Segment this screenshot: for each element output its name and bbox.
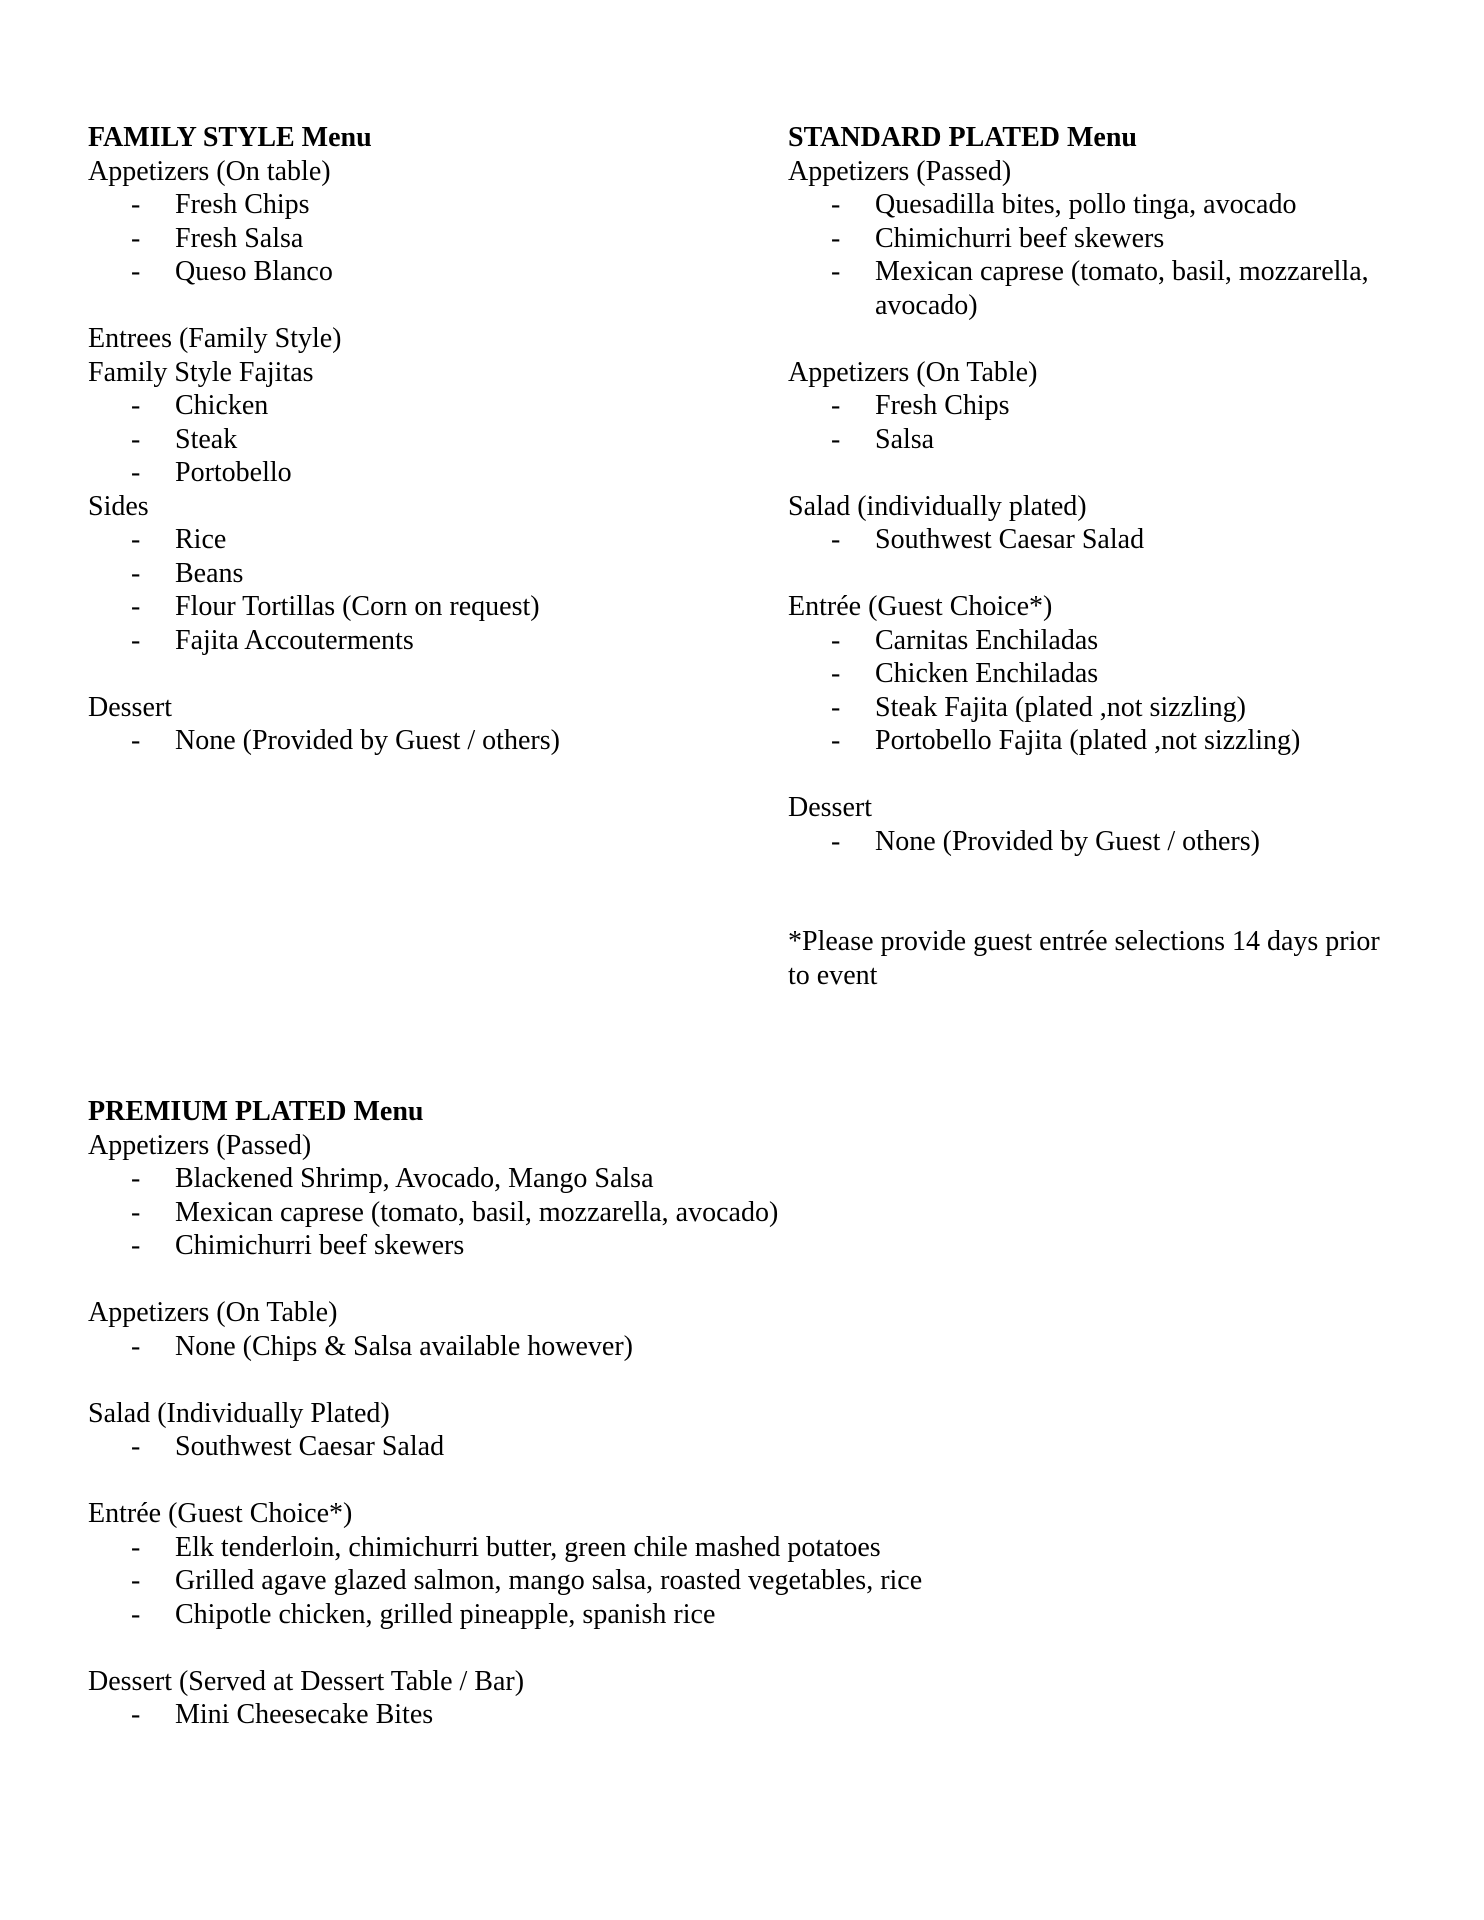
bullet-dash: - (131, 390, 141, 421)
bullet-dash: - (831, 256, 841, 287)
list-item-text: None (Chips & Salsa available however) (175, 1330, 633, 1362)
bullet-dash: - (831, 658, 841, 689)
premium-plated-menu (88, 1095, 1188, 1732)
list-item-text: Southwest Caesar Salad (875, 524, 1145, 555)
section-heading: Sides (88, 490, 149, 522)
appetizers-passed-list (788, 188, 1408, 322)
list-item (788, 423, 1408, 457)
bullet-dash: - (831, 691, 841, 723)
list-item-text: None (Provided by Guest / others) (175, 725, 560, 756)
list-item (88, 590, 728, 624)
section-heading: Entrees (Family Style) (88, 323, 342, 354)
list-item-text: Portobello (175, 457, 292, 488)
appetizers-table-list (788, 389, 1408, 456)
section-heading: Dessert (88, 691, 172, 723)
bullet-dash: - (131, 1598, 141, 1630)
list-item (88, 188, 728, 222)
spacer (88, 1631, 1188, 1665)
section-heading: Dessert (788, 792, 872, 823)
bullet-dash: - (831, 825, 841, 857)
list-item (88, 423, 728, 457)
list-item (88, 222, 728, 256)
spacer (788, 892, 1408, 926)
list-item (88, 724, 728, 758)
list-item-text: Blackened Shrimp, Avocado, Mango Salsa (175, 1163, 654, 1194)
section-heading: Salad (individually plated) (788, 490, 1087, 522)
list-item (788, 657, 1408, 691)
section-heading: Dessert (Served at Dessert Table / Bar) (88, 1665, 525, 1697)
list-item (88, 1196, 1188, 1230)
bullet-dash: - (831, 390, 841, 421)
family-style-menu (88, 121, 728, 758)
bullet-dash: - (131, 1196, 141, 1228)
standard-plated-menu (788, 121, 1408, 992)
bullet-dash: - (831, 524, 841, 555)
dessert-list (88, 1698, 1188, 1732)
list-item (88, 1229, 1188, 1263)
menu-title: FAMILY STYLE Menu (88, 122, 372, 153)
list-item (788, 222, 1408, 256)
list-item (88, 389, 728, 423)
bullet-dash: - (131, 524, 141, 555)
bullet-dash: - (131, 557, 141, 589)
spacer (88, 1263, 1188, 1297)
list-item-text: Chimichurri beef skewers (175, 1230, 465, 1261)
bullet-dash: - (131, 1431, 141, 1462)
bullet-dash: - (831, 423, 841, 455)
menu-title: STANDARD PLATED Menu (788, 122, 1137, 153)
list-item-text: Salsa (875, 423, 935, 455)
sides-list (88, 523, 728, 657)
list-item-text: Chicken Enchiladas (875, 658, 1099, 689)
salad-list (788, 523, 1408, 557)
spacer (788, 322, 1408, 356)
list-item (88, 1330, 1188, 1364)
list-item (788, 825, 1408, 859)
list-item-text: Chicken (175, 390, 269, 421)
section-subheading: Family Style Fajitas (88, 356, 314, 388)
list-item-text: Southwest Caesar Salad (175, 1431, 445, 1462)
list-item-text: Grilled agave glazed salmon, mango salsa, roasted vegetables, rice (175, 1565, 923, 1596)
list-item (88, 624, 728, 658)
section-heading: Entrée (Guest Choice*) (788, 591, 1053, 622)
bullet-dash: - (831, 725, 841, 756)
spacer (88, 1464, 1188, 1498)
list-item (88, 1531, 1188, 1565)
list-item-text: Beans (175, 557, 244, 589)
section-heading: Appetizers (Passed) (88, 1129, 312, 1161)
bullet-dash: - (131, 222, 141, 254)
list-item-text: Chimichurri beef skewers (875, 222, 1165, 254)
list-item (88, 456, 728, 490)
spacer (88, 1363, 1188, 1397)
spacer (88, 657, 728, 691)
list-item-text: Mexican caprese (tomato, basil, mozzarella, avocado) (175, 1196, 779, 1228)
entree-list (88, 1531, 1188, 1632)
list-item-text: Steak Fajita (plated ,not sizzling) (875, 691, 1246, 723)
list-item (788, 389, 1408, 423)
list-item (88, 1564, 1188, 1598)
appetizers-passed-list (88, 1162, 1188, 1263)
list-item-text: Flour Tortillas (Corn on request) (175, 591, 540, 622)
bullet-dash: - (131, 725, 141, 756)
list-item (88, 1698, 1188, 1732)
bullet-dash: - (131, 1699, 141, 1730)
list-item (88, 1162, 1188, 1196)
spacer (788, 758, 1408, 792)
list-item-text: Portobello Fajita (plated ,not sizzling) (875, 725, 1301, 756)
section-heading: Appetizers (On table) (88, 155, 331, 187)
list-item-text: Mexican caprese (tomato, basil, mozzarella, avocado) (875, 256, 1369, 321)
list-item (788, 691, 1408, 725)
list-item-text: Fresh Chips (175, 189, 310, 220)
list-item-text: Chipotle chicken, grilled pineapple, spanish rice (175, 1598, 716, 1630)
list-item-text: Quesadilla bites, pollo tinga, avocado (875, 189, 1297, 220)
dessert-list (88, 724, 728, 758)
section-heading: Salad (Individually Plated) (88, 1397, 390, 1429)
list-item (88, 255, 728, 289)
list-item-text: Fajita Accouterments (175, 624, 414, 656)
section-heading: Appetizers (On Table) (88, 1297, 338, 1328)
entree-list (788, 624, 1408, 758)
bullet-dash: - (131, 1565, 141, 1596)
bullet-dash: - (131, 1531, 141, 1563)
bullet-dash: - (131, 457, 141, 488)
menu-title: PREMIUM PLATED Menu (88, 1096, 424, 1127)
section-heading: Appetizers (Passed) (788, 155, 1012, 187)
list-item (788, 624, 1408, 658)
section-heading: Entrée (Guest Choice*) (88, 1498, 353, 1529)
appetizers-table-list (88, 1330, 1188, 1364)
list-item (88, 557, 728, 591)
list-item (88, 523, 728, 557)
list-item (788, 523, 1408, 557)
list-item-text: Fresh Chips (875, 390, 1010, 421)
list-item (88, 1430, 1188, 1464)
bullet-dash: - (831, 189, 841, 220)
spacer (88, 289, 728, 323)
list-item-text: Elk tenderloin, chimichurri butter, green chile mashed potatoes (175, 1531, 881, 1563)
list-item (788, 188, 1408, 222)
list-item-text: Steak (175, 423, 238, 455)
list-item-text: Fresh Salsa (175, 222, 304, 254)
bullet-dash: - (131, 189, 141, 220)
section-heading: Appetizers (On Table) (788, 356, 1038, 388)
appetizers-list (88, 188, 728, 289)
list-item-text: None (Provided by Guest / others) (875, 825, 1260, 857)
spacer (788, 858, 1408, 892)
bullet-dash: - (131, 256, 141, 287)
bullet-dash: - (131, 1230, 141, 1261)
dessert-list (788, 825, 1408, 859)
spacer (788, 557, 1408, 591)
list-item-text: Carnitas Enchiladas (875, 624, 1099, 656)
bullet-dash: - (831, 222, 841, 254)
list-item (88, 1598, 1188, 1632)
bullet-dash: - (131, 1330, 141, 1362)
salad-list (88, 1430, 1188, 1464)
bullet-dash: - (131, 1163, 141, 1194)
list-item-text: Mini Cheesecake Bites (175, 1699, 434, 1730)
selection-note: *Please provide guest entrée selections 14 days prior to event (788, 926, 1380, 991)
list-item (788, 724, 1408, 758)
bullet-dash: - (131, 624, 141, 656)
list-item (788, 255, 1408, 322)
bullet-dash: - (131, 423, 141, 455)
entrees-list (88, 389, 728, 490)
list-item-text: Queso Blanco (175, 256, 333, 287)
list-item-text: Rice (175, 524, 227, 555)
bullet-dash: - (131, 591, 141, 622)
bullet-dash: - (831, 624, 841, 656)
spacer (788, 456, 1408, 490)
